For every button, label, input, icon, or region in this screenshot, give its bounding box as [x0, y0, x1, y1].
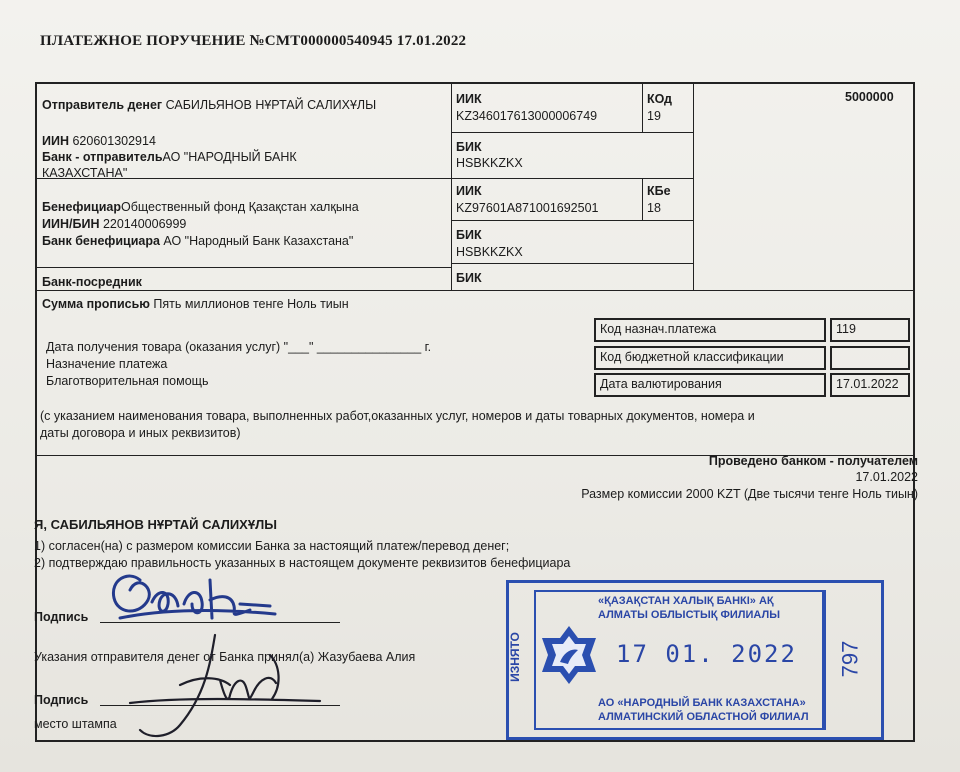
intermediary-bik-label: БИК [456, 271, 482, 285]
code-value-box [830, 346, 910, 370]
bank-logo-icon [538, 624, 600, 686]
declaration-line-2: 2) подтверждаю правильность указанных в настоящем документе реквизитов бенефициара [34, 556, 571, 570]
intermediary-label: Банк-посредник [42, 275, 142, 289]
sender-iik-label: ИИК [456, 92, 482, 106]
declaration-line-1: 1) согласен(на) с размером комиссии Банка за настоящий платеж/перевод денег; [34, 539, 510, 553]
divider [642, 84, 643, 132]
beneficiary-iik-label: ИИК [456, 184, 482, 198]
amount-number: 5000000 [845, 90, 894, 104]
sender-kod-label: КОд [647, 92, 672, 106]
code-label-box: Код назнач.платежа [594, 318, 826, 342]
sender-name: САБИЛЬЯНОВ НҰРТАЙ САЛИХҰЛЫ [165, 98, 377, 112]
sender-bank-line1: АО "НАРОДНЫЙ БАНК [162, 150, 297, 164]
beneficiary-bank-label: Банк бенефициара [42, 234, 160, 248]
stamp-top-line-1: «ҚАЗАҚСТАН ХАЛЫҚ БАНКІ» АҚ [598, 595, 774, 607]
stamp-side-text: ИЗНЯТО [507, 632, 522, 682]
stamp-place-label: место штампа [34, 717, 117, 731]
beneficiary-name: Общественный фонд Қазақстан халқына [121, 200, 359, 214]
stamp-date: 17 01. 2022 [616, 640, 797, 668]
beneficiary-row [42, 200, 359, 214]
sender-bik: HSBKKZKX [456, 156, 523, 170]
beneficiary-kbe: 18 [647, 201, 661, 215]
beneficiary-iin-row [42, 217, 186, 231]
amount-words-value: Пять миллионов тенге Ноль тиын [153, 297, 349, 311]
sender-iik: KZ346017613000006749 [456, 109, 598, 123]
amount-words-row [42, 297, 349, 311]
beneficiary-label: Бенефициар [42, 200, 122, 214]
signature-label: Подпись [34, 610, 89, 624]
sender-iin-label: ИИН [42, 134, 69, 148]
signature-label-2: Подпись [34, 693, 89, 707]
beneficiary-bank: АО "Народный Банк Казахстана" [163, 234, 354, 248]
accepted-text: Указания отправителя денег от Банка принял(а) Жазубаева Алия [34, 650, 416, 664]
stamp-bottom-line-1: АО «НАРОДНЫЙ БАНК КАЗАХСТАНА» [598, 697, 806, 709]
beneficiary-iin: 220140006999 [102, 217, 187, 231]
beneficiary-bik: HSBKKZKX [456, 245, 523, 259]
divider [451, 178, 693, 179]
code-value-box: 119 [830, 318, 910, 342]
code-label-box: Код бюджетной классификации [594, 346, 826, 370]
sender-bik-label: БИК [456, 140, 482, 154]
beneficiary-bik-label: БИК [456, 228, 482, 242]
bank-stamp [506, 580, 884, 740]
purpose-label: Назначение платежа [46, 357, 168, 371]
processed-label: Проведено банком - получателем [708, 454, 918, 468]
divider [642, 178, 643, 220]
stamp-bottom-line-2: АЛМАТИНСКИЙ ОБЛАСТНОЙ ФИЛИАЛ [598, 711, 809, 723]
divider [37, 267, 451, 268]
divider [451, 84, 452, 290]
divider [451, 132, 693, 133]
code-value-box: 17.01.2022 [830, 373, 910, 397]
stamp-top-line-2: АЛМАТЫ ОБЛЫСТЫҚ ФИЛИАЛЫ [598, 609, 780, 621]
sender-iin: 620601302914 [72, 134, 156, 148]
beneficiary-kbe-label: КБе [647, 184, 671, 198]
declaration-heading: Я, САБИЛЬЯНОВ НҰРТАЙ САЛИХҰЛЫ [34, 517, 277, 532]
note-line-2: даты договора и иных реквизитов) [40, 426, 241, 440]
stamp-divider [824, 590, 826, 730]
goods-date-line: Дата получения товара (оказания услуг) "___" _______________ г. [46, 340, 432, 354]
stamp-number: 797 [837, 640, 863, 678]
divider [451, 220, 693, 221]
divider [37, 290, 913, 291]
commission-text: Размер комиссии 2000 KZT (Две тысячи тенге Ноль тиын) [581, 487, 918, 501]
sender-iin-row [42, 134, 156, 148]
sender-bank-row [42, 150, 297, 164]
amount-words-label: Сумма прописью [42, 297, 150, 311]
sender-bank-line2: КАЗАХСТАНА" [42, 166, 128, 180]
sender-row [42, 98, 376, 112]
beneficiary-bank-row [42, 234, 353, 248]
processed-date: 17.01.2022 [855, 470, 918, 484]
document-title: ПЛАТЕЖНОЕ ПОРУЧЕНИЕ №СМТ000000540945 17.01.2022 [40, 33, 467, 49]
sender-bank-label: Банк - отправитель [42, 150, 163, 164]
signature-scribble-1 [100, 560, 320, 635]
code-label-box: Дата валютирования [594, 373, 826, 397]
beneficiary-iin-label: ИИН/БИН [42, 217, 100, 231]
divider [451, 263, 693, 264]
divider [693, 84, 694, 290]
beneficiary-iik: KZ97601A871001692501 [456, 201, 599, 215]
sender-kod: 19 [647, 109, 661, 123]
signature-scribble-2 [120, 625, 330, 745]
sender-label: Отправитель денег [42, 98, 163, 112]
note-line-1: (с указанием наименования товара, выполненных работ,оказанных услуг, номеров и даты товарных документов, номера и [40, 409, 755, 423]
purpose-value: Благотворительная помощь [46, 374, 209, 388]
